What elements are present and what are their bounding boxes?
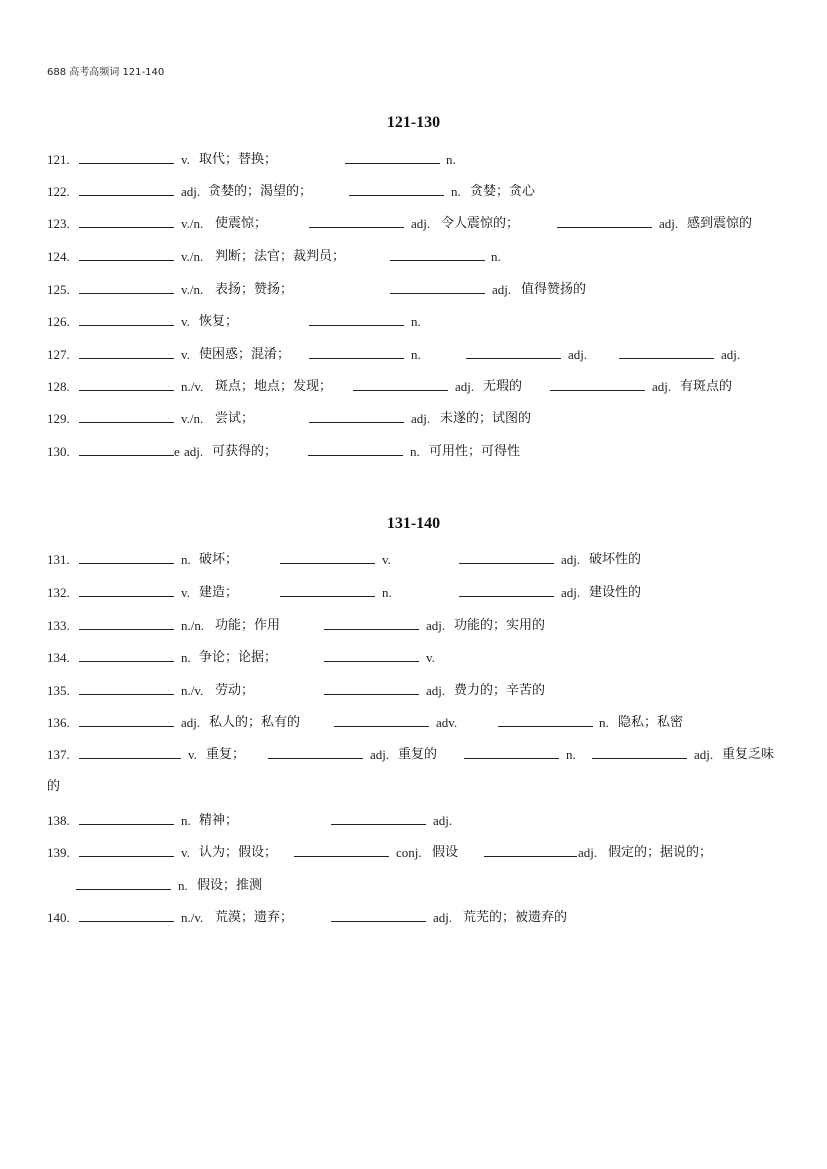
meaning-1: 荒漠；遗弃； (215, 910, 294, 925)
vocab-row-137 (0, 745, 827, 765)
vocab-row-122 (0, 182, 827, 202)
meaning-1: 认为；假设； (199, 845, 278, 860)
part-of-speech-2: adj. (433, 910, 453, 925)
part-of-speech-1: n./v. (181, 379, 204, 394)
row-number: 140. (47, 910, 70, 925)
part-of-speech-1: n. (181, 552, 191, 567)
vocab-row-127 (0, 345, 827, 365)
part-of-speech-1: v./n. (181, 411, 204, 426)
vocab-row-138 (0, 811, 827, 831)
answer-blank-1[interactable] (79, 214, 174, 228)
part-of-speech-3: adj. (561, 552, 581, 567)
meaning-1: 破坏； (199, 552, 239, 567)
meaning-1: 贪婪的；渴望的； (208, 184, 313, 199)
answer-blank-2[interactable] (324, 648, 419, 662)
vocab-row-133 (0, 616, 827, 636)
answer-blank-1[interactable] (79, 345, 174, 359)
row-number: 128. (47, 379, 70, 394)
part-of-speech-2: n. (411, 314, 421, 329)
meaning-1: 使震惊； (215, 216, 268, 231)
answer-blank-1[interactable] (79, 182, 174, 196)
meaning-1: 劳动； (215, 683, 255, 698)
answer-blank-2[interactable] (324, 681, 419, 695)
part-of-speech-1: v. (181, 347, 190, 362)
answer-blank-1[interactable] (79, 616, 174, 630)
part-of-speech-2: n. (382, 585, 392, 600)
vocab-row-121 (0, 150, 827, 170)
section-title-121-130: 121-130 (386, 114, 441, 131)
vocab-row-128 (0, 377, 827, 397)
part-of-speech-2: adj. (433, 813, 453, 828)
answer-blank-2[interactable] (280, 583, 375, 597)
vocab-row-135 (0, 681, 827, 701)
part-of-speech-4: n. (178, 878, 188, 893)
vocab-row-130 (0, 442, 827, 462)
part-of-speech-1: v. (181, 152, 190, 167)
answer-blank-2[interactable] (309, 312, 404, 326)
part-of-speech-2: adj. (370, 747, 390, 762)
part-of-speech-1: v./n. (181, 282, 204, 297)
answer-blank-1[interactable] (79, 247, 174, 261)
answer-blank-2[interactable] (353, 377, 448, 391)
vocab-row-131 (0, 550, 827, 570)
part-of-speech-2: n. (410, 444, 420, 459)
answer-blank-3[interactable] (459, 583, 554, 597)
meaning-1: 表扬；赞扬； (215, 282, 294, 297)
row-number: 130. (47, 444, 70, 459)
meaning-1: 使困惑；混淆； (199, 347, 291, 362)
row-number: 125. (47, 282, 70, 297)
answer-blank-2[interactable] (324, 616, 419, 630)
vocab-row-139 (0, 843, 827, 863)
answer-blank-2[interactable] (334, 713, 429, 727)
part-of-speech-3: n. (599, 715, 609, 730)
answer-blank-1[interactable] (79, 681, 174, 695)
vocab-row-126 (0, 312, 827, 332)
meaning-3: 建设性的 (589, 585, 642, 600)
meaning-1: 重复； (206, 747, 246, 762)
row-number: 123. (47, 216, 70, 231)
part-of-speech-2: adj. (426, 683, 446, 698)
answer-blank-4[interactable] (76, 876, 171, 890)
answer-blank-2[interactable] (345, 150, 440, 164)
meaning-1: 精神； (199, 813, 239, 828)
answer-blank-2[interactable] (390, 280, 485, 294)
vocab-row-124 (0, 247, 827, 267)
meaning-3: 假定的；据说的； (608, 845, 713, 860)
meaning-2: 值得赞扬的 (521, 282, 587, 297)
meaning-2: 荒芜的；被遗弃的 (463, 910, 568, 925)
part-of-speech-2: adv. (436, 715, 458, 730)
meaning-1: 判断；法官；裁判员； (215, 249, 346, 264)
row-number: 135. (47, 683, 70, 698)
part-of-speech-2: adj. (492, 282, 512, 297)
part-of-speech-3: adj. (652, 379, 672, 394)
answer-blank-2[interactable] (294, 843, 389, 857)
meaning-4: 假设；推测 (197, 878, 263, 893)
meaning-1: 建造； (199, 585, 239, 600)
part-of-speech-2: v. (426, 650, 435, 665)
part-of-speech-1: v./n. (181, 216, 204, 231)
answer-blank-1[interactable] (79, 150, 174, 164)
vocab-row-140 (0, 908, 827, 928)
answer-blank-1[interactable] (79, 713, 174, 727)
part-of-speech-1: v. (181, 845, 190, 860)
part-of-speech-3: adj. (561, 585, 581, 600)
part-of-speech-2: n. (446, 152, 456, 167)
page-header: 688 高考高频词 121-140 (47, 67, 165, 78)
answer-blank-2[interactable] (331, 811, 426, 825)
answer-blank-2[interactable] (308, 442, 403, 456)
part-of-speech-2: n. (451, 184, 461, 199)
answer-blank-1[interactable] (79, 409, 174, 423)
part-of-speech-2: adj. (411, 216, 431, 231)
meaning-3: 有斑点的 (680, 379, 733, 394)
part-of-speech-1: v./n. (181, 249, 204, 264)
row-number: 122. (47, 184, 70, 199)
answer-blank-1[interactable] (79, 377, 174, 391)
part-of-speech-1: adj. (181, 184, 201, 199)
row-number: 137. (47, 747, 70, 762)
answer-blank-3[interactable] (459, 550, 554, 564)
meaning-1: 恢复； (199, 314, 239, 329)
vocab-row-125 (0, 280, 827, 300)
meaning-3: 感到震惊的 (687, 216, 753, 231)
blank-suffix: e (174, 444, 180, 459)
part-of-speech-2: adj. (411, 411, 431, 426)
meaning-1: 取代；替换； (199, 152, 278, 167)
answer-blank-1[interactable] (79, 648, 174, 662)
answer-blank-1[interactable] (79, 280, 174, 294)
meaning-2: 功能的；实用的 (454, 618, 546, 633)
answer-blank-2[interactable] (309, 345, 404, 359)
answer-blank-1[interactable] (79, 811, 174, 825)
meaning-2: 重复的 (398, 747, 438, 762)
answer-blank-3[interactable] (498, 713, 593, 727)
section-title-131-140: 131-140 (386, 515, 441, 532)
meaning-1: 可获得的； (212, 444, 278, 459)
answer-blank-3[interactable] (557, 214, 652, 228)
answer-blank-1[interactable] (79, 908, 174, 922)
vocab-row-136 (0, 713, 827, 733)
part-of-speech-2: n. (411, 347, 421, 362)
part-of-speech-1: n. (181, 813, 191, 828)
part-of-speech-1: n. (181, 650, 191, 665)
meaning-1: 私人的；私有的 (209, 715, 301, 730)
vocab-row-137-continued (0, 777, 827, 797)
row-number: 133. (47, 618, 70, 633)
part-of-speech-3: adj. (659, 216, 679, 231)
part-of-speech-3: adj. (568, 347, 588, 362)
row-number: 138. (47, 813, 70, 828)
answer-blank-3[interactable] (550, 377, 645, 391)
answer-blank-3[interactable] (466, 345, 561, 359)
answer-blank-2[interactable] (280, 550, 375, 564)
part-of-speech-4: adj. (721, 347, 741, 362)
answer-blank-2[interactable] (309, 214, 404, 228)
meaning-4-wrap: 的 (47, 779, 61, 794)
part-of-speech-4: adj. (694, 747, 714, 762)
meaning-2: 可用性；可得性 (429, 444, 521, 459)
answer-blank-2[interactable] (309, 409, 404, 423)
meaning-1: 尝试； (215, 411, 255, 426)
row-number: 121. (47, 152, 70, 167)
answer-blank-4[interactable] (619, 345, 714, 359)
row-number: 132. (47, 585, 70, 600)
part-of-speech-1: n./n. (181, 618, 205, 633)
answer-blank-2[interactable] (349, 182, 444, 196)
part-of-speech-2: n. (491, 249, 501, 264)
answer-blank-1[interactable] (79, 843, 174, 857)
part-of-speech-1: adj. (184, 444, 204, 459)
part-of-speech-1: v. (181, 585, 190, 600)
vocab-row-129 (0, 409, 827, 429)
row-number: 139. (47, 845, 70, 860)
vocab-row-123 (0, 214, 827, 234)
meaning-2: 假设 (432, 845, 459, 860)
meaning-2: 贪婪；贪心 (470, 184, 536, 199)
part-of-speech-2: conj. (396, 845, 422, 860)
answer-blank-4[interactable] (592, 745, 687, 759)
meaning-1: 功能；作用 (215, 618, 281, 633)
row-number: 134. (47, 650, 70, 665)
row-number: 127. (47, 347, 70, 362)
row-number: 129. (47, 411, 70, 426)
meaning-1: 斑点；地点；发现； (215, 379, 333, 394)
part-of-speech-3: adj. (578, 845, 598, 860)
part-of-speech-2: adj. (426, 618, 446, 633)
part-of-speech-1: adj. (181, 715, 201, 730)
vocab-row-134 (0, 648, 827, 668)
answer-blank-1[interactable] (79, 550, 174, 564)
part-of-speech-1: n./v. (181, 910, 204, 925)
answer-blank-1[interactable] (79, 583, 174, 597)
answer-blank-2[interactable] (390, 247, 485, 261)
answer-blank-3[interactable] (484, 843, 577, 857)
answer-blank-1[interactable] (79, 312, 174, 326)
meaning-1: 争论；论据； (199, 650, 278, 665)
meaning-3: 隐私；私密 (618, 715, 684, 730)
meaning-3: 破坏性的 (589, 552, 642, 567)
vocab-row-132 (0, 583, 827, 603)
part-of-speech-3: n. (566, 747, 576, 762)
answer-blank-1[interactable] (79, 442, 174, 456)
meaning-4: 重复乏味 (722, 747, 775, 762)
answer-blank-1[interactable] (79, 745, 181, 759)
answer-blank-2[interactable] (268, 745, 363, 759)
meaning-2: 未遂的；试图的 (440, 411, 532, 426)
part-of-speech-2: adj. (455, 379, 475, 394)
answer-blank-2[interactable] (331, 908, 426, 922)
meaning-2: 无瑕的 (483, 379, 523, 394)
row-number: 126. (47, 314, 70, 329)
answer-blank-3[interactable] (464, 745, 559, 759)
part-of-speech-2: v. (382, 552, 391, 567)
part-of-speech-1: v. (181, 314, 190, 329)
part-of-speech-1: v. (188, 747, 197, 762)
vocab-row-139-continued (0, 876, 827, 896)
row-number: 124. (47, 249, 70, 264)
part-of-speech-1: n./v. (181, 683, 204, 698)
row-number: 131. (47, 552, 70, 567)
meaning-2: 费力的；辛苦的 (454, 683, 546, 698)
row-number: 136. (47, 715, 70, 730)
meaning-2: 令人震惊的； (441, 216, 520, 231)
